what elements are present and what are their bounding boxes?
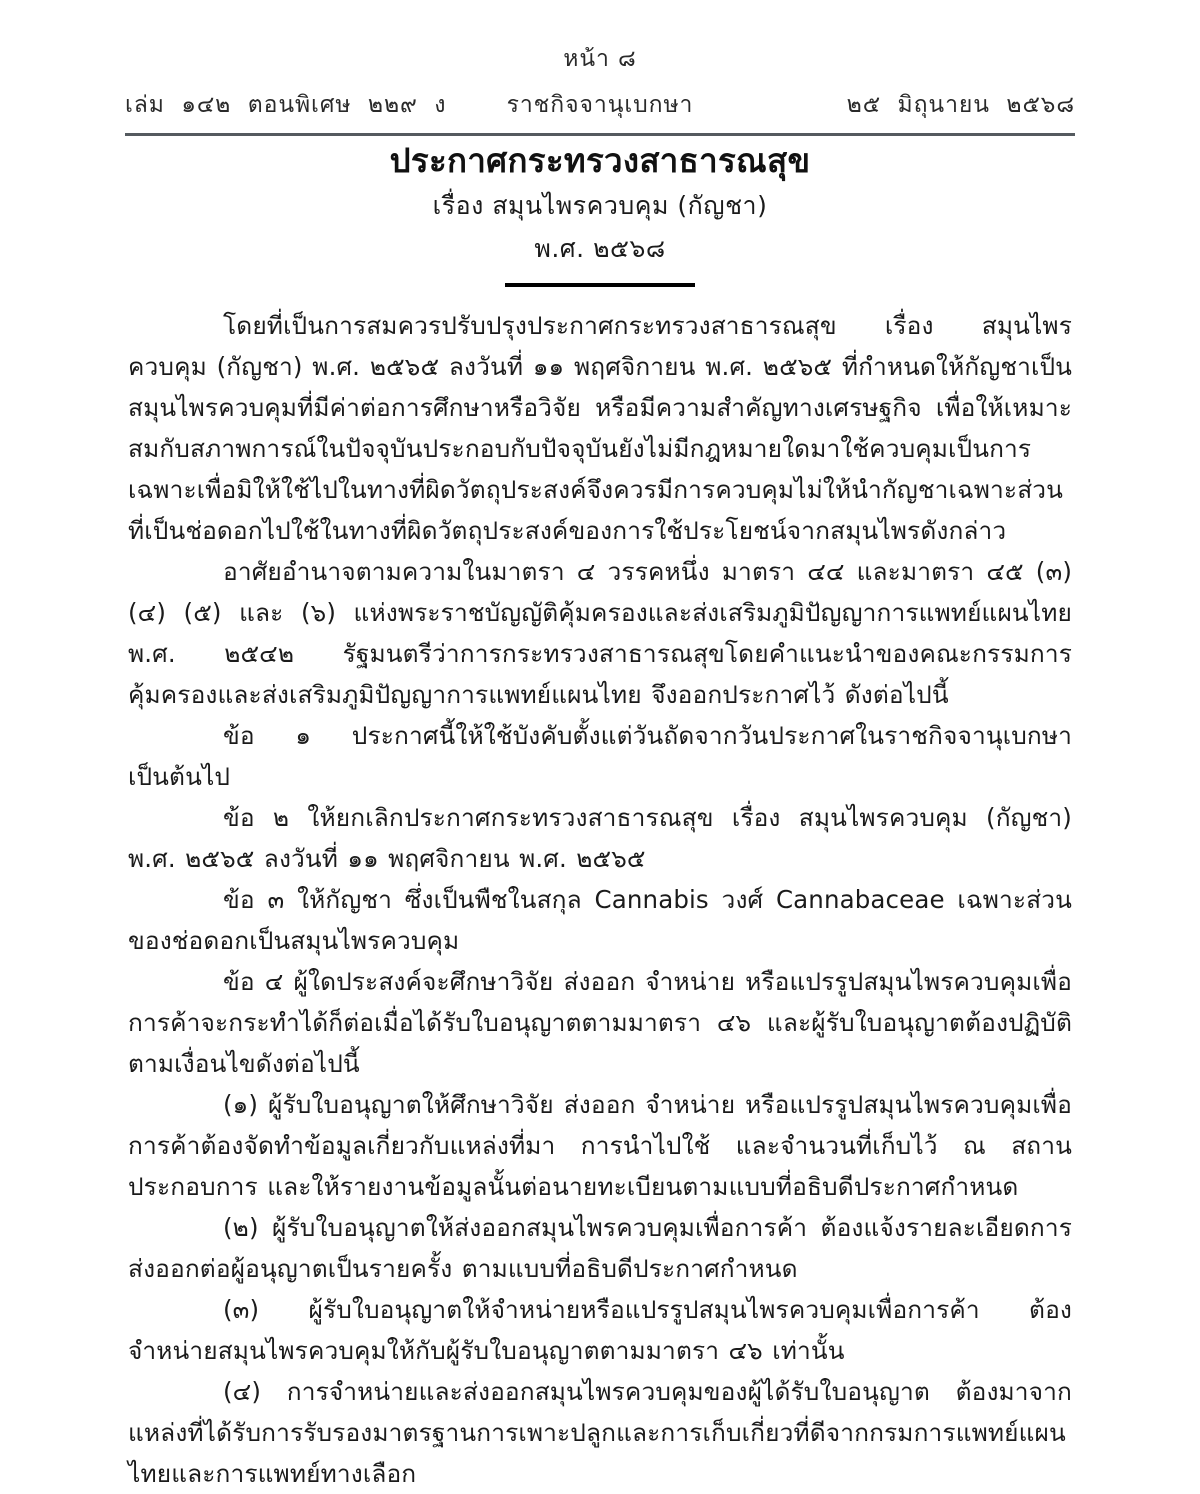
document-year: พ.ศ. ๒๕๖๘ — [534, 233, 666, 263]
masthead — [0, 0, 1200, 136]
page-number: หน้า ๘ — [563, 46, 637, 72]
title-divider — [505, 283, 695, 287]
document-body — [128, 305, 1072, 1494]
subclause-4: (๔) การจำหน่ายและส่งออกสมุนไพรควบคุมของผู้ได้รับใบอนุญาต ต้องมาจากแหล่งที่ได้รับการรับรองมาตรฐานการเพาะปลูกและการเก็บเกี่ยวที่ดีจากกรมการแพทย์แผนไทยและการแพทย์ทางเลือก — [128, 1377, 1072, 1488]
subclause-2: (๒) ผู้รับใบอนุญาตให้ส่งออกสมุนไพรควบคุมเพื่อการค้า ต้องแจ้งรายละเอียดการส่งออกต่อผู้อนุญาตเป็นรายครั้ง ตามแบบที่อธิบดีประกาศกำหนด — [128, 1213, 1072, 1283]
subclause-1: (๑) ผู้รับใบอนุญาตให้ศึกษาวิจัย ส่งออก จำหน่าย หรือแปรรูปสมุนไพรควบคุมเพื่อการค้าต้องจัดทำข้อมูลเกี่ยวกับแหล่งที่มา การนำไปใช้ และจำนวนที่เก็บไว้ ณ สถานประกอบการ และให้รายงานข้อมูลนั้นต่อนายทะเบียนตามแบบที่อธิบดีประกาศกำหนด — [128, 1090, 1072, 1201]
clause-3: ข้อ ๓ ให้กัญชา ซึ่งเป็นพืชในสกุล Cannabis วงศ์ Cannabaceae เฉพาะส่วนของช่อดอกเป็นสมุนไพรควบคุม — [128, 885, 1072, 955]
masthead-row — [125, 71, 1075, 123]
clause-1: ข้อ ๑ ประกาศนี้ให้ใช้บังคับตั้งแต่วันถัดจากวันประกาศในราชกิจจานุเบกษาเป็นต้นไป — [128, 721, 1072, 791]
masthead-gazette-name: ราชกิจจานุเบกษา — [506, 92, 694, 118]
title-block — [0, 140, 1200, 287]
masthead-volume: เล่ม ๑๔๒ ตอนพิเศษ ๒๒๙ ง — [125, 92, 447, 118]
document-title: ประกาศกระทรวงสาธารณสุข — [389, 141, 811, 180]
subclause-3: (๓) ผู้รับใบอนุญาตให้จำหน่ายหรือแปรรูปสมุนไพรควบคุมเพื่อการค้า ต้องจำหน่ายสมุนไพรควบคุมให้กับผู้รับใบอนุญาตตามมาตรา ๔๖ เท่านั้น — [128, 1295, 1072, 1365]
clause-4: ข้อ ๔ ผู้ใดประสงค์จะศึกษาวิจัย ส่งออก จำหน่าย หรือแปรรูปสมุนไพรควบคุมเพื่อการค้าจะกระทำได้ก็ต่อเมื่อได้รับใบอนุญาตตามมาตรา ๔๖ และผู้รับใบอนุญาตต้องปฏิบัติตามเงื่อนไขดังต่อไปนี้ — [128, 967, 1072, 1078]
masthead-divider — [125, 133, 1075, 136]
paragraph-preamble: โดยที่เป็นการสมควรปรับปรุงประกาศกระทรวงสาธารณสุข เรื่อง สมุนไพรควบคุม (กัญชา) พ.ศ. ๒๕๖๕ ลงวันที่ ๑๑ พฤศจิกายน พ.ศ. ๒๕๖๕ ที่กำหนดให้กัญชาเป็นสมุนไพรควบคุมที่มีค่าต่อการศึกษาหรือวิจัย หรือมีความสำคัญทางเศรษฐกิจ เพื่อให้เหมาะสมกับสภาพการณ์ในปัจจุบันประกอบกับปัจจุบันยังไม่มีกฎหมายใดมาใช้ควบคุมเป็นการเฉพาะเพื่อมิให้ใช้ไปในทางที่ผิดวัตถุประสงค์จึงควรมีการควบคุมไม่ให้นำกัญชาเฉพาะส่วนที่เป็นช่อดอกไปใช้ในทางที่ผิดวัตถุประสงค์ของการใช้ประโยชน์จากสมุนไพรดังกล่าว — [128, 311, 1072, 545]
clause-2: ข้อ ๒ ให้ยกเลิกประกาศกระทรวงสาธารณสุข เรื่อง สมุนไพรควบคุม (กัญชา) พ.ศ. ๒๕๖๕ ลงวันที่ ๑๑ พฤศจิกายน พ.ศ. ๒๕๖๕ — [128, 803, 1072, 873]
document-subject: เรื่อง สมุนไพรควบคุม (กัญชา) — [432, 191, 768, 221]
masthead-date: ๒๕ มิถุนายน ๒๕๖๘ — [846, 92, 1075, 118]
paragraph-authority: อาศัยอำนาจตามความในมาตรา ๔ วรรคหนึ่ง มาตรา ๔๔ และมาตรา ๔๕ (๓) (๔) (๕) และ (๖) แห่งพระราชบัญญัติคุ้มครองและส่งเสริมภูมิปัญญาการแพทย์แผนไทย พ.ศ. ๒๕๔๒ รัฐมนตรีว่าการกระทรวงสาธารณสุขโดยคำแนะนำของคณะกรรมการคุ้มครองและส่งเสริมภูมิปัญญาการแพทย์แผนไทย จึงออกประกาศไว้ ดังต่อไปนี้ — [128, 557, 1072, 709]
